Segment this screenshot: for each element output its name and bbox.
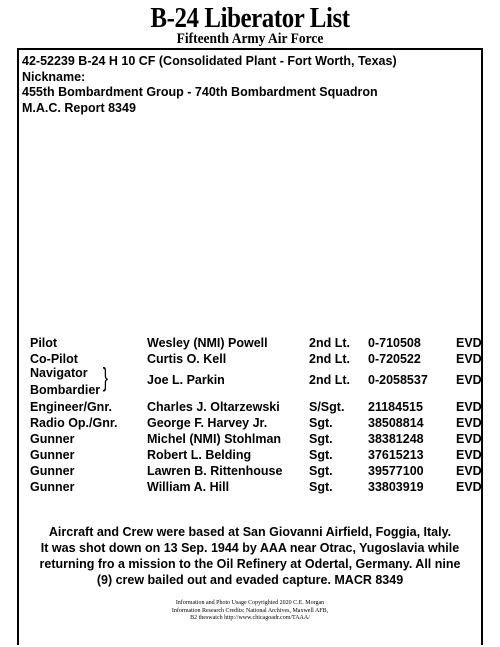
crew-name: Wesley (NMI) Powell [147,336,268,350]
crew-name: Charles J. Oltarzewski [147,400,280,414]
crew-position: Radio Op./Gnr. [30,416,118,430]
crew-position: Gunner [30,432,75,446]
crew-rank: Sgt. [309,432,333,446]
crew-name: Michel (NMI) Stohlman [147,432,282,446]
crew-status: EVD [456,352,482,366]
crew-serial: 0-710508 [368,336,421,350]
credit-line: Information Research Credits: National Archives, Maxwell AFB, [171,607,329,614]
crew-row [0,335,500,351]
crew-serial: 39577100 [368,464,424,478]
crew-rank: 2nd Lt. [309,373,350,387]
crew-position: Gunner [30,448,75,462]
crew-status: EVD [456,432,482,446]
crew-name: Lawren B. Rittenhouse [147,464,283,478]
crew-serial: 33803919 [368,480,424,494]
copyright-credits [0,600,500,623]
crew-serial: 21184515 [368,400,423,414]
crew-row [0,415,500,431]
mac-report-line: M.A.C. Report 8349 [22,101,136,115]
crew-position: Gunner [30,480,75,494]
crew-rank: Sgt. [309,448,333,462]
crew-rank: Sgt. [309,464,333,478]
crew-status: EVD [456,336,482,350]
crew-status: EVD [456,373,482,387]
crew-row [0,463,500,479]
group-squadron-line: 455th Bombardment Group - 740th Bombardment Squadron [22,85,378,99]
crew-status: EVD [456,480,482,494]
credit-line: Information and Photo Usage Copyrighted 2020 C.E. Morgan [175,600,325,606]
crew-name: Curtis O. Kell [147,352,227,366]
crew-rank: 2nd Lt. [309,352,350,366]
crew-name: Robert L. Belding [147,448,252,462]
crew-position: Co-Pilot [30,352,78,366]
crew-rank: S/Sgt. [309,400,345,414]
crew-name: Joe L. Parkin [147,373,225,387]
title-divider [17,48,483,50]
page-subtitle: Fifteenth Army Air Force [176,31,324,47]
crew-serial: 0-2058537 [368,373,428,387]
crew-position-secondary: Bombardier [30,383,101,397]
crew-serial: 38381248 [368,432,424,446]
crew-rank: 2nd Lt. [309,336,350,350]
brace-mark: } [102,362,108,392]
crew-serial: 0-720522 [368,352,421,366]
crew-serial: 37615213 [368,448,424,462]
crew-name: George F. Harvey Jr. [147,416,268,430]
crew-position: Navigator [30,366,88,380]
crew-rank: Sgt. [309,416,333,430]
crew-status: EVD [456,464,482,478]
history-line: It was shot down on 13 Sep. 1944 by AAA near Otrac, Yugoslavia while [40,541,460,555]
history-line: Aircraft and Crew were based at San Giovanni Airfield, Foggia, Italy. [48,525,452,539]
crew-status: EVD [456,400,482,414]
crew-row [0,399,500,415]
crew-name: William A. Hill [147,480,230,494]
page-title: B-24 Liberator List [150,2,350,34]
nickname-line: Nickname: [22,70,86,84]
crew-row [0,479,500,495]
aircraft-serial-line: 42-52239 B-24 H 10 CF (Consolidated Plant - Fort Worth, Texas) [22,54,397,68]
history-line: (9) crew bailed out and evaded capture. MACR 8349 [96,573,404,587]
crew-position: Engineer/Gnr. [30,400,112,414]
crew-serial: 38508814 [368,416,424,430]
crew-status: EVD [456,416,482,430]
credit-line: B2 theswatch http://www.chicagoadr.com/TAAA/ [190,615,310,621]
history-line: returning fro a mission to the Oil Refinery at Odertal, Germany. All nine [39,557,461,571]
crew-row [0,431,500,447]
crew-position: Pilot [30,336,58,350]
crew-row [0,447,500,463]
crew-status: EVD [456,448,482,462]
history-paragraph [22,524,478,588]
crew-position: Gunner [30,464,75,478]
crew-rank: Sgt. [309,480,333,494]
